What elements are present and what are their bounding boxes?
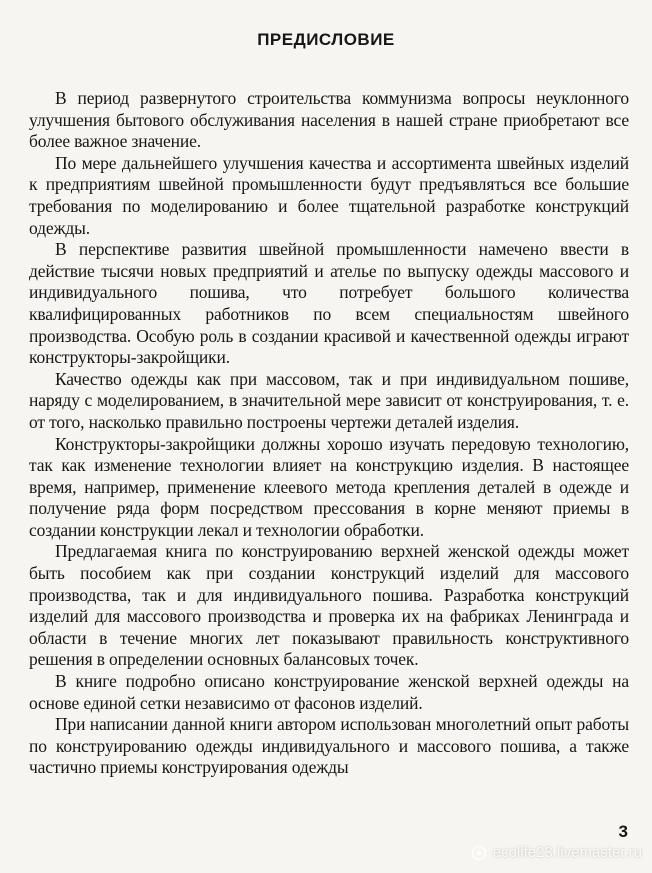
paragraph-2: По мере дальнейшего улучшения качества и ассортимента швейных изделий к предприятиям швейной промышленности будут предъявляться все большие требования по моделированию и более тщательной разработке конструкций одежды.: [29, 152, 629, 238]
livemaster-logo-icon: [471, 845, 487, 861]
watermark: [471, 844, 642, 861]
page-title: ПРЕДИСЛОВИЕ: [257, 30, 395, 49]
paragraph-7: В книге подробно описано конструирование женской верхней одежды на основе единой сетки независимо от фасонов изделий.: [29, 671, 629, 713]
body-text: [29, 88, 629, 779]
paragraph-3: В перспективе развития швейной промышленности намечено ввести в действие тысячи новых предприятий и ателье по выпуску одежды массового и индивидуального пошива, что потребует большого количества квалифицированных работников по всем специальностям швейного производства. Особую роль в создании красивой и качественной одежды играют конструкторы-закройщики.: [29, 239, 629, 368]
paragraph-6: Предлагаемая книга по конструированию верхней женской одежды может быть пособием как при создании конструкций изделий для массового производства, так и для индивидуального пошива. Разработка конструкций изделий для массового производства и проверка их на фабриках Ленинграда и области в течение многих лет показывают правильность конструктивного решения в определении основных балансовых точек.: [29, 541, 629, 670]
watermark-text: ecolife23.livemaster.ru: [492, 844, 642, 861]
page-number: 3: [618, 822, 628, 841]
paragraph-1: В период развернутого строительства коммунизма вопросы неуклонного улучшения бытового обслуживания населения в нашей стране приобретают все более важное значение.: [29, 88, 629, 152]
paragraph-4: Качество одежды как при массовом, так и при индивидуальном пошиве, наряду с моделированием, в значительной мере зависит от конструирования, т. е. от того, насколько правильно построены чертежи деталей изделия.: [29, 368, 629, 432]
paragraph-8: При написании данной книги автором использован многолетний опыт работы по конструированию одежды индивидуального и массового пошива, а также частично приемы конструирования одежды: [29, 714, 629, 778]
paragraph-5: Конструкторы-закройщики должны хорошо изучать передовую технологию, так как изменение технологии влияет на конструкцию изделия. В настоящее время, например, применение клеевого метода крепления деталей в одежде и получение ряда форм посредством прессования в корне меняют приемы в создании конструкции лекал и технологии обработки.: [29, 433, 629, 540]
